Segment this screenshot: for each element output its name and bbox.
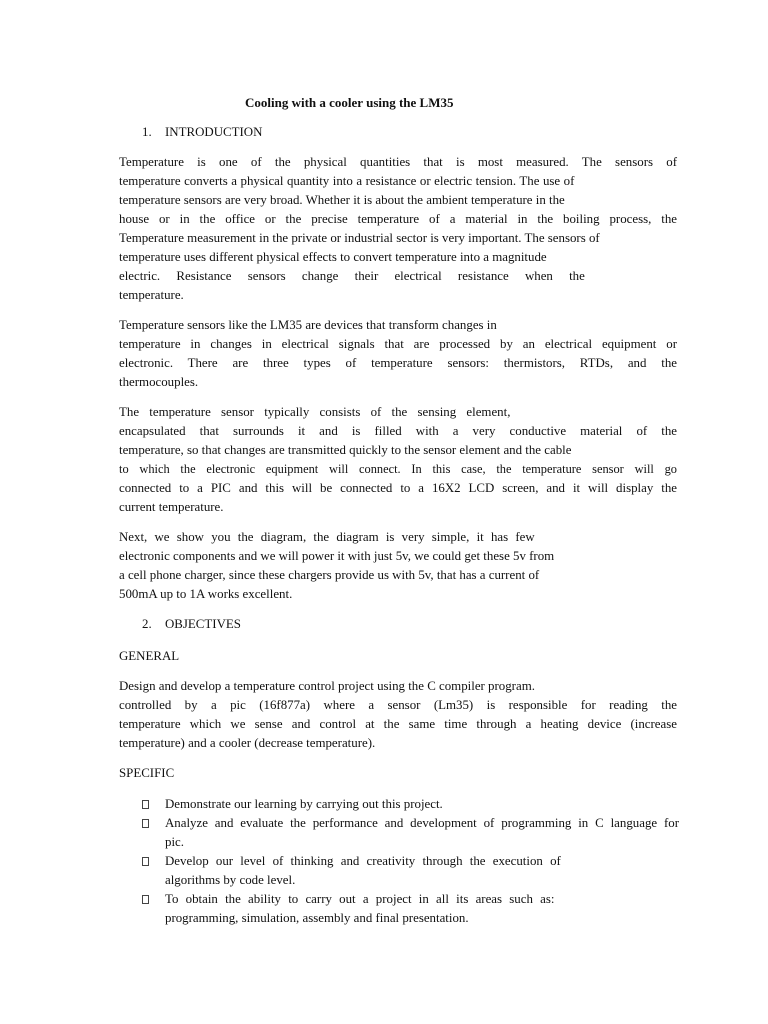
bullet-box-icon (142, 819, 149, 828)
paragraph-line: house or in the office or the precise temperature of a material in the boiling process, the (119, 212, 677, 226)
intro-paragraph-4 (119, 528, 677, 604)
intro-paragraph-2 (119, 316, 677, 392)
paragraph-line: temperature which we sense and control at the same time through a heating device (increase (119, 717, 677, 731)
paragraph-line: to which the electronic equipment will connect. In this case, the temperature sensor will go (119, 462, 677, 476)
list-item-line: Analyze and evaluate the performance and development of programming in C language for (165, 816, 679, 830)
paragraph-line: electronic components and we will power it with just 5v, we could get these 5v from (119, 549, 555, 563)
paragraph-line: temperature converts a physical quantity into a resistance or electric tension. The use of (119, 174, 575, 188)
list-item-line: To obtain the ability to carry out a project in all its areas such as: (165, 892, 555, 906)
paragraph-line: temperature uses different physical effects to convert temperature into a magnitude (119, 250, 547, 264)
paragraph-line: controlled by a pic (16f877a) where a sensor (Lm35) is responsible for reading the (119, 698, 677, 712)
paragraph-line: The temperature sensor typically consists of the sensing element, (119, 405, 511, 419)
list-item (142, 890, 679, 928)
document-title: Cooling with a cooler using the LM35 (245, 95, 454, 110)
bullet-box-icon (142, 857, 149, 866)
paragraph-line: temperature sensors are very broad. Whether it is about the ambient temperature in the (119, 193, 565, 207)
paragraph-line: Temperature measurement in the private or industrial sector is very important. The sensors of (119, 231, 600, 245)
section-number: 2. (142, 617, 152, 631)
bullet-box-icon (142, 895, 149, 904)
list-item (142, 852, 679, 890)
paragraph-line: electric. Resistance sensors change their electrical resistance when the (119, 269, 585, 283)
paragraph-line: electronic. There are three types of temperature sensors: thermistors, RTDs, and the (119, 356, 677, 370)
list-item-line: algorithms by code level. (165, 873, 296, 887)
list-item-line: programming, simulation, assembly and final presentation. (165, 911, 469, 925)
paragraph-line: temperature) and a cooler (decrease temperature). (119, 736, 376, 750)
paragraph-line: temperature, so that changes are transmitted quickly to the sensor element and the cable (119, 443, 572, 457)
bullet-box-icon (142, 800, 149, 809)
paragraph-line: temperature. (119, 288, 184, 302)
list-item-line: pic. (165, 835, 184, 849)
paragraph-line: Next, we show you the diagram, the diagram is very simple, it has few (119, 530, 535, 544)
paragraph-line: current temperature. (119, 500, 224, 514)
intro-paragraph-1 (119, 153, 677, 305)
intro-paragraph-3 (119, 403, 677, 517)
specific-objectives-list (142, 795, 679, 928)
section-number: 1. (142, 125, 152, 139)
section-heading-introduction (142, 123, 262, 142)
paragraph-line: encapsulated that surrounds it and is filled with a very conductive material of the (119, 424, 677, 438)
list-item (142, 795, 679, 814)
paragraph-line: thermocouples. (119, 375, 199, 389)
general-paragraph (119, 677, 677, 753)
paragraph-line: Temperature is one of the physical quantities that is most measured. The sensors of (119, 155, 677, 169)
section-title: OBJECTIVES (165, 617, 241, 631)
specific-heading: SPECIFIC (119, 766, 175, 780)
paragraph-line: connected to a PIC and this will be connected to a 16X2 LCD screen, and it will display the (119, 481, 677, 495)
list-item-line: Develop our level of thinking and creativity through the execution of (165, 854, 561, 868)
paragraph-line: Temperature sensors like the LM35 are devices that transform changes in (119, 318, 497, 332)
paragraph-line: Design and develop a temperature control project using the C compiler program. (119, 679, 535, 693)
paragraph-line: temperature in changes in electrical signals that are processed by an electrical equipment or (119, 337, 677, 351)
paragraph-line: 500mA up to 1A works excellent. (119, 587, 293, 601)
list-item-line: Demonstrate our learning by carrying out this project. (165, 797, 443, 811)
list-item (142, 814, 679, 852)
section-title: INTRODUCTION (165, 125, 263, 139)
section-heading-objectives (142, 615, 241, 634)
general-heading: GENERAL (119, 649, 180, 663)
paragraph-line: a cell phone charger, since these chargers provide us with 5v, that has a current of (119, 568, 540, 582)
